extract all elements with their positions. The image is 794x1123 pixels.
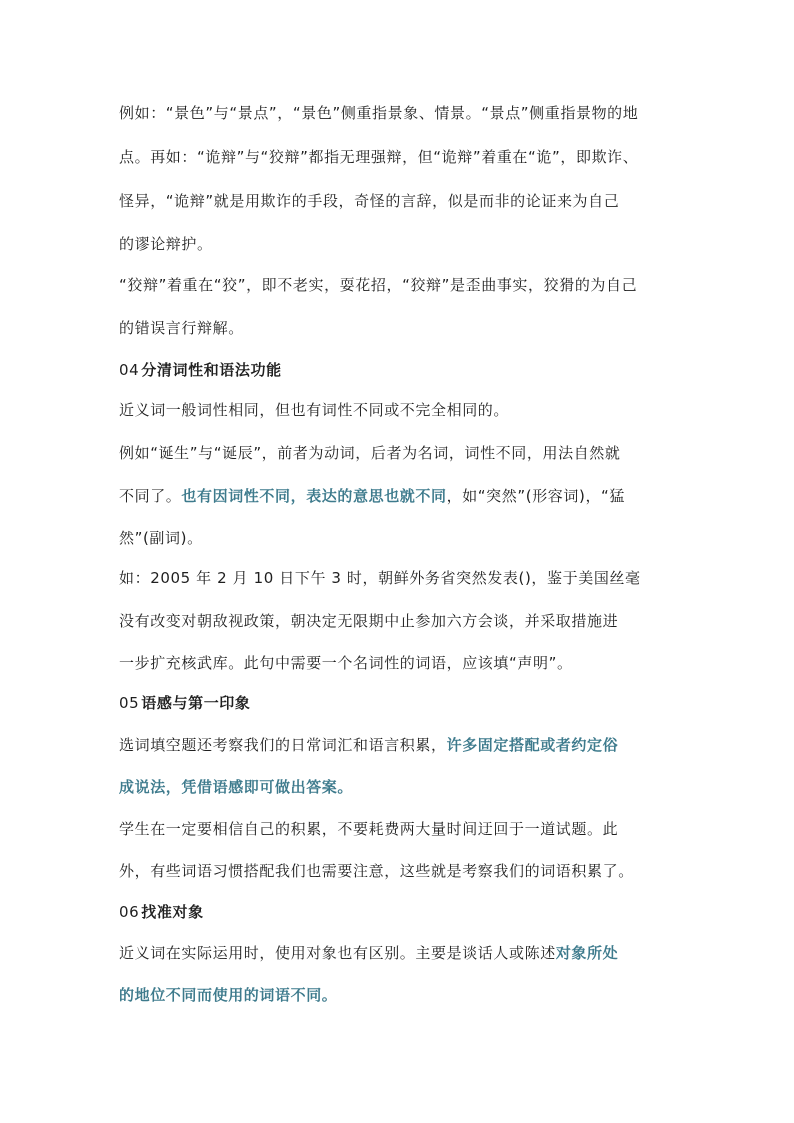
section-title: 找准对象 [141,903,204,921]
text-line [119,443,621,463]
section-heading [119,902,204,922]
body-text: “狡辩”着重在“狡”，即不老实，耍花招，“狡辩”是歪曲事实，狡猾的为自己 [119,276,638,294]
text-line [119,819,618,839]
section-title: 分清词性和语法功能 [141,361,282,379]
text-line [119,861,634,881]
section-heading [119,360,282,380]
text-line [119,486,625,506]
body-text: 点。再如：“诡辩”与“狡辩”都指无理强辩，但“诡辩”着重在“诡”，即欺诈、 [119,148,639,166]
body-text: 的谬论辩护。 [119,235,213,253]
body-text: 例如“诞生”与“诞辰”，前者为动词，后者为名词，词性不同，用法自然就 [119,444,621,462]
body-text: ，如“突然”(形容词)，“猛 [446,487,626,505]
text-line [119,191,619,211]
text-line [119,103,638,123]
section-number: 06 [119,903,140,921]
body-text: 选词填空题还考察我们的日常词汇和语言积累， [119,736,447,754]
section-title: 语感与第一印象 [141,694,251,712]
text-line [119,943,618,963]
text-line [119,777,353,797]
body-text: 如：2005 年 2 月 10 日下午 3 时，朝鲜外务省突然发表()，鉴于美国丝毫 [119,569,641,587]
text-line [119,147,638,167]
body-text: 近义词一般词性相同，但也有词性不同或不完全相同的。 [119,401,510,419]
text-line [119,568,641,588]
highlighted-text: 对象所处 [555,944,619,962]
section-number: 05 [119,694,140,712]
section-number: 04 [119,361,140,379]
body-text: 外，有些词语习惯搭配我们也需要注意，这些就是考察我们的词语积累了。 [119,862,634,880]
section-heading [119,693,251,713]
text-line [119,400,509,420]
text-line [119,653,573,673]
highlighted-text: 的地位不同而使用的词语不同。 [119,986,338,1004]
text-line [119,528,203,548]
body-text: 然”(副词)。 [119,529,203,547]
text-line [119,318,244,338]
highlighted-text: 许多固定搭配或者约定俗 [446,736,619,754]
body-text: 的错误言行辩解。 [119,319,244,337]
body-text: 怪异，“诡辩”就是用欺诈的手段，奇怪的言辞，似是而非的论证来为自己 [119,192,620,210]
highlighted-text: 也有因词性不同，表达的意思也就不同 [181,487,447,505]
body-text: 近义词在实际运用时，使用对象也有区别。主要是谈话人或陈述 [119,944,556,962]
text-line [119,985,337,1005]
body-text: 例如：“景色”与“景点”，“景色”侧重指景象、情景。“景点”侧重指景物的地 [119,104,639,122]
highlighted-text: 成说法，凭借语感即可做出答案。 [119,778,354,796]
body-text: 不同了。 [119,487,182,505]
text-line [119,234,213,254]
text-line [119,735,618,755]
body-text: 一步扩充核武库。此句中需要一个名词性的词语，应该填“声明”。 [119,654,573,672]
text-line [119,275,637,295]
body-text: 学生在一定要相信自己的积累，不要耗费两大量时间迂回于一道试题。此 [119,820,619,838]
body-text: 没有改变对朝敌视政策，朝决定无限期中止参加六方会谈，并采取措施进 [119,612,619,630]
text-line [119,611,618,631]
